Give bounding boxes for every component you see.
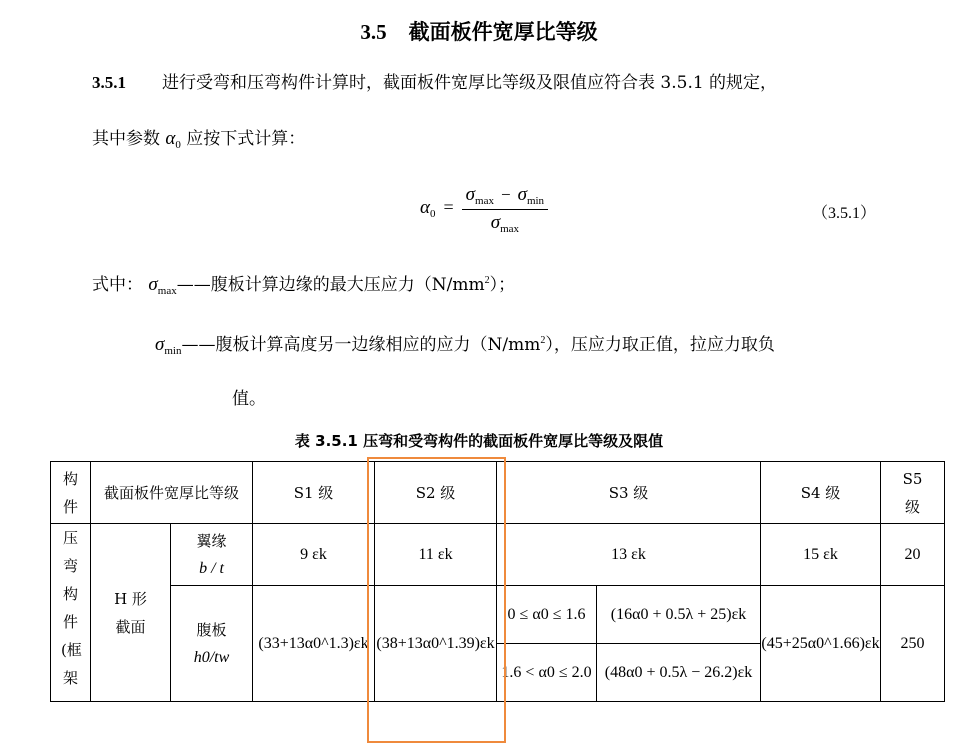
sigma-min-sub: min — [164, 345, 182, 357]
header-s3: S3 级 — [497, 462, 761, 524]
section-type: H 形截面 — [91, 524, 171, 702]
numerator-sigma-max: σ — [465, 184, 476, 205]
flange-s1: 9 εk — [253, 524, 375, 586]
s2-column-highlight — [367, 457, 506, 743]
sigma-min-symbol: σ — [155, 334, 165, 355]
web-s1: (33+13α0^1.3)εk — [253, 586, 375, 702]
web-cell — [171, 586, 253, 702]
formula-numerator — [462, 184, 548, 210]
web-s3-value-1: (16α0 + 0.5λ + 25)εk — [597, 586, 761, 644]
denominator-sigma: σ — [490, 212, 501, 233]
numerator-sub-min: min — [526, 195, 545, 207]
equation-number: （3.5.1） — [812, 205, 877, 222]
header-s1: S1 级 — [253, 462, 375, 524]
clause-number: 3.5.1 — [92, 73, 126, 92]
alpha-subscript: 0 — [175, 139, 181, 151]
web-ratio: h0/tw — [193, 648, 230, 666]
header-s5: S5 级 — [881, 462, 945, 524]
section-title: 截面板件宽厚比等级 — [408, 20, 598, 44]
flange-s5: 20 — [881, 524, 945, 586]
clause-text-1: 进行受弯和压弯构件计算时，截面板件宽厚比等级及限值应符合表 3.5.1 的规定， — [162, 73, 778, 93]
web-s3-value-2: (48α0 + 0.5λ − 26.2)εk — [597, 644, 761, 702]
formula-denominator — [462, 210, 548, 235]
clause-line-2 — [92, 124, 305, 151]
flange-ratio: b / t — [199, 559, 224, 577]
formula-lhs-sub: 0 — [429, 208, 436, 221]
where-line-3: 值。 — [232, 389, 266, 409]
sigma-max-sub: max — [157, 285, 177, 297]
section-number: 3.5 — [360, 20, 387, 44]
sigma-min-sup: 2 — [540, 335, 546, 346]
formula-fraction — [462, 184, 548, 235]
sigma-min-desc-end: ），压应力取正值，拉应力取负 — [545, 335, 775, 355]
table-caption: 表 3.5.1 压弯和受弯构件的截面板件宽厚比等级及限值 — [294, 432, 664, 450]
where-line-1 — [92, 270, 515, 297]
formula-minus: − — [500, 185, 511, 204]
formula-equals: = — [443, 197, 454, 218]
header-ratio: 截面板件宽厚比等级 — [91, 462, 253, 524]
header-member: 构件 — [51, 462, 91, 524]
where-line-2 — [155, 330, 775, 357]
header-s2: S2 级 — [375, 462, 497, 524]
web-s3-condition-1: 0 ≤ α0 ≤ 1.6 — [497, 586, 597, 644]
section-heading — [0, 16, 958, 46]
alpha-symbol: α — [165, 128, 176, 149]
numerator-sub-max: max — [475, 195, 494, 207]
denominator-sub: max — [500, 223, 520, 235]
formula-lhs: α — [420, 197, 430, 219]
flange-cell — [171, 524, 253, 586]
member-type: 压弯构件(框架 — [51, 524, 91, 702]
sigma-min-desc: ——腹板计算高度另一边缘相应的应力（N/mm — [181, 335, 541, 355]
clause-text-2a: 其中参数 — [92, 129, 160, 149]
sigma-max-desc-end: ）； — [489, 275, 516, 295]
numerator-sigma-min: σ — [517, 184, 527, 205]
where-lead: 式中： — [92, 275, 143, 295]
flange-s2: 11 εk — [375, 524, 497, 586]
header-s4: S4 级 — [761, 462, 881, 524]
sigma-max-sup: 2 — [484, 275, 490, 286]
web-s4: (45+25α0^1.66)εk — [761, 586, 881, 702]
flange-s4: 15 εk — [761, 524, 881, 586]
web-label: 腹板 — [196, 620, 227, 639]
flange-s3: 13 εk — [497, 524, 761, 586]
web-s2: (38+13α0^1.39)εk — [375, 586, 497, 702]
clause-line-1 — [92, 68, 777, 93]
flange-label: 翼缘 — [196, 531, 227, 550]
web-s3-condition-2: 1.6 < α0 ≤ 2.0 — [497, 644, 597, 702]
web-s5: 250 — [881, 586, 945, 702]
sigma-max-desc: ——腹板计算边缘的最大压应力（N/mm — [176, 275, 485, 295]
clause-text-2b: 应按下式计算： — [186, 129, 306, 149]
formula — [420, 184, 548, 235]
sigma-max-symbol: σ — [148, 274, 158, 295]
